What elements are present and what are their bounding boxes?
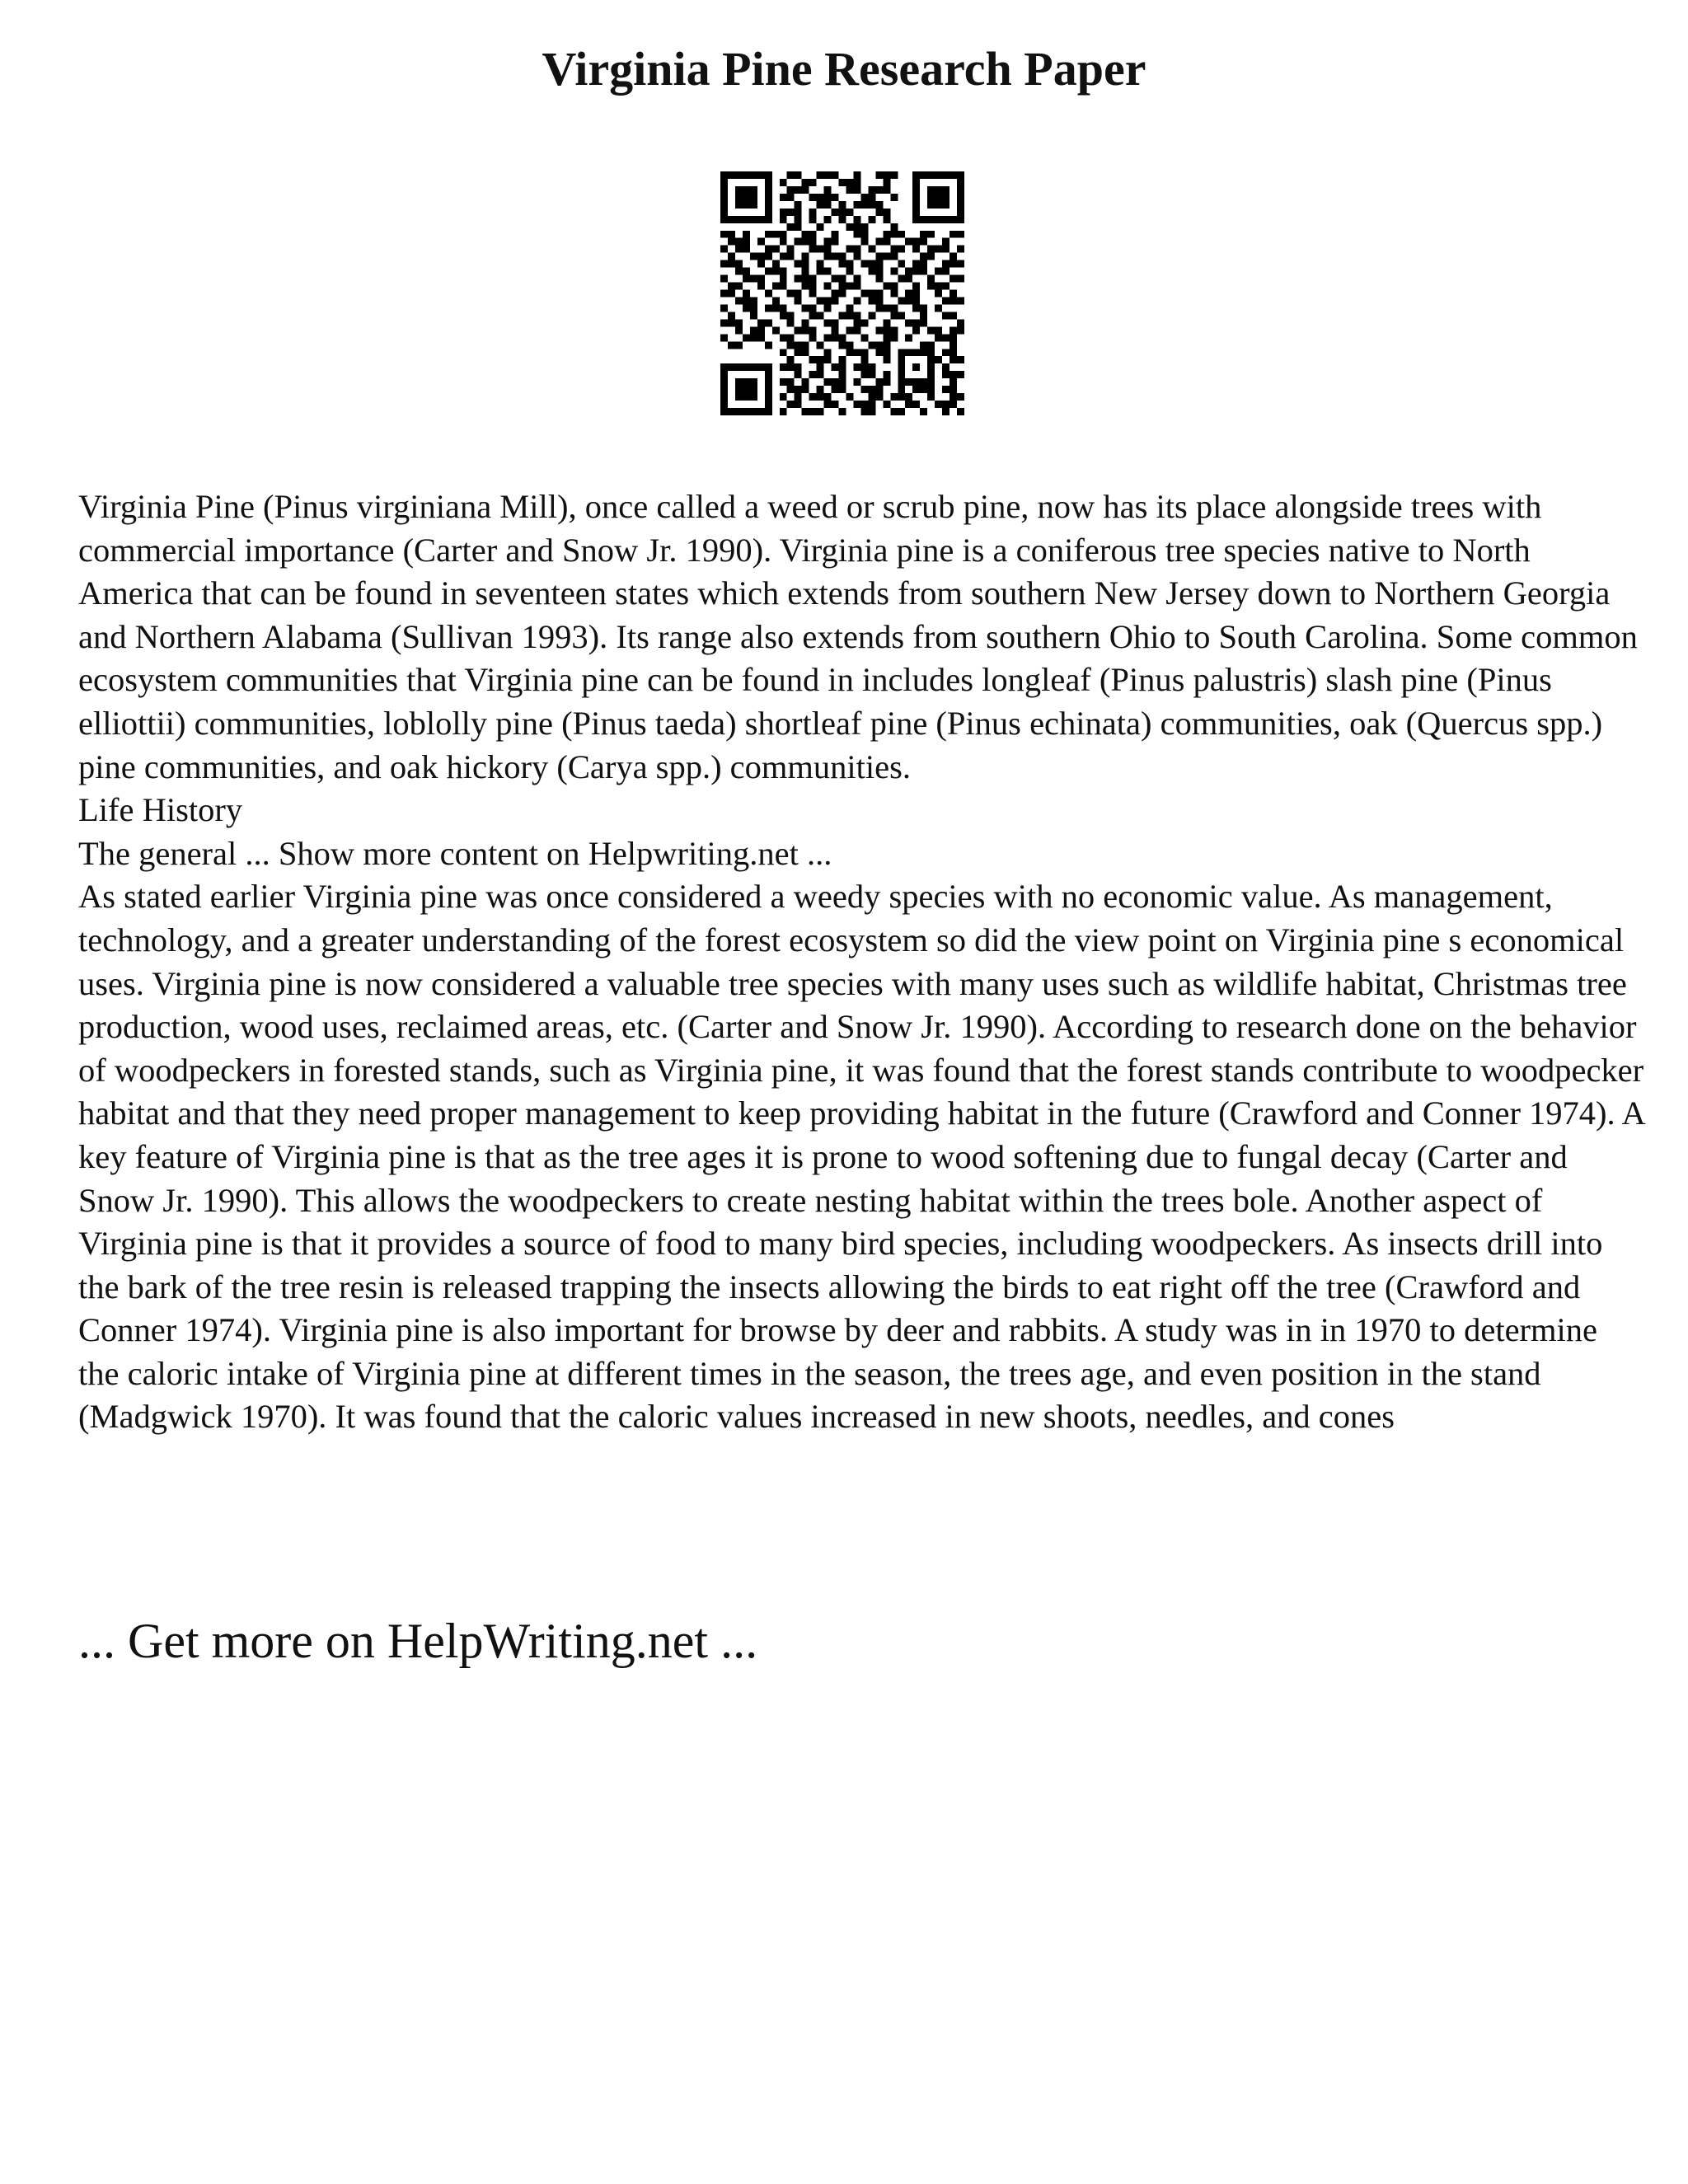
get-more-link[interactable]: ... Get more on HelpWriting.net ... xyxy=(78,1614,758,1668)
intro-paragraph: Virginia Pine (Pinus virginiana Mill), once called a weed or scrub pine, now has its place alongside trees with commercial importance (Carter and Snow Jr. 1990). Virginia pine is a coniferous tree species native to North America that can be found in seventeen states which extends from southern New Jersey down to Northern Georgia and Northern Alabama (Sullivan 1993). Its range also extends from southern Ohio to South Carolina. Some common ecosystem communities that Virginia pine can be found in includes longleaf (Pinus palustris) slash pine (Pinus elliottii) communities, loblolly pine (Pinus taeda) shortleaf pine (Pinus echinata) communities, oak (Quercus spp.) pine communities, and oak hickory (Carya spp.) communities. xyxy=(78,488,1638,785)
show-more-line: The general ... Show more content on Helpwriting.net ... xyxy=(78,834,832,872)
page-title: Virginia Pine Research Paper xyxy=(542,42,1146,96)
qr-code-icon xyxy=(720,171,964,415)
section-heading-life-history: Life History xyxy=(78,791,243,829)
economic-uses-paragraph: As stated earlier Virginia pine was once considered a weedy species with no economic value. As management, technology, and a greater understanding of the forest ecosystem so did the view point on Virginia pine s economical uses. Virginia pine is now considered a valuable tree species with many uses such as wildlife habitat, Christmas tree production, wood uses, reclaimed areas, etc. (Carter and Snow Jr. 1990). According to research done on the behavior of woodpeckers in forested stands, such as Virginia pine, it was found that the forest stands contribute to woodpecker habitat and that they need proper management to keep providing habitat in the future (Crawford and Conner 1974). A key feature of Virginia pine is that as the tree ages it is prone to wood softening due to fungal decay (Carter and Snow Jr. 1990). This allows the woodpeckers to create nesting habitat within the trees bole. Another aspect of Virginia pine is that it provides a source of food to many bird species, including woodpeckers. As insects drill into the bark of the tree resin is released trapping the insects allowing the birds to eat right off the tree (Crawford and Conner 1974). Virginia pine is also important for browse by deer and rabbits. A study was in in 1970 to determine the caloric intake of Virginia pine at different times in the season, the trees age, and even position in the stand (Madgwick 1970). It was found that the caloric values increased in new shoots, needles, and cones xyxy=(78,878,1644,1436)
document-body xyxy=(78,485,1644,1439)
